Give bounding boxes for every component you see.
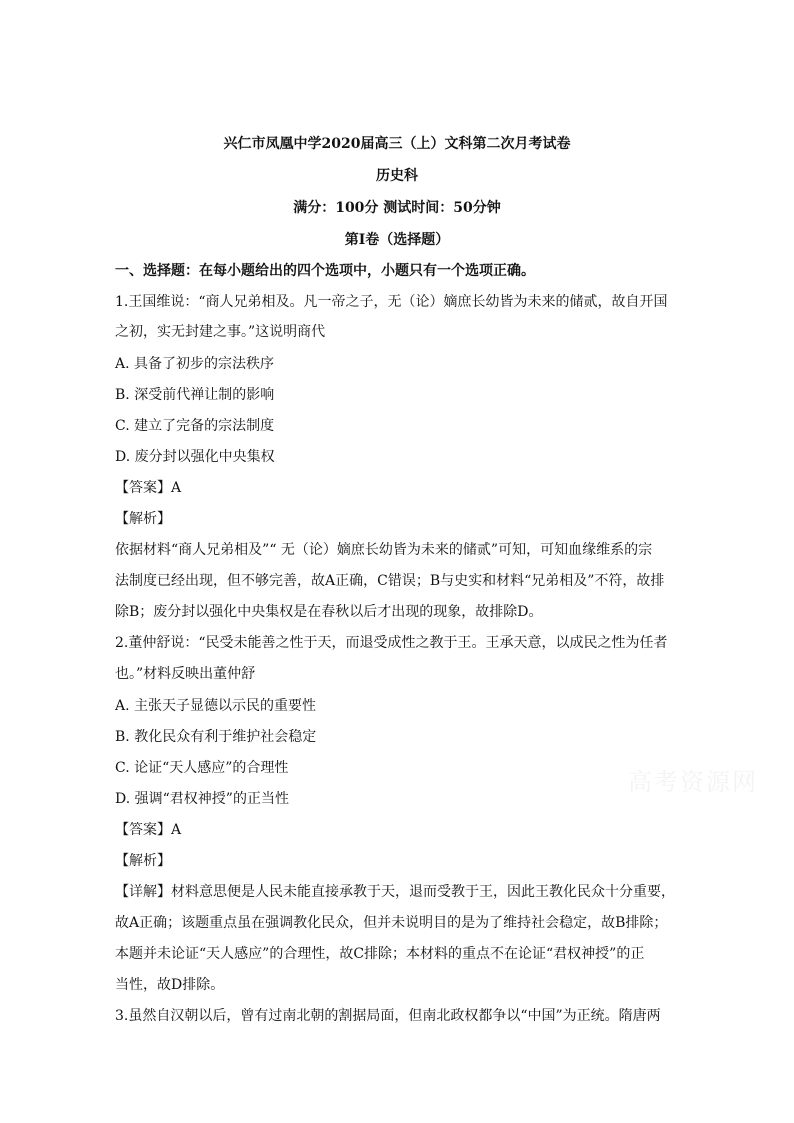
watermark: 高考资源网	[628, 768, 758, 796]
q1-stem-line1: 1.王国维说：“商人兄弟相及。凡一帝之子，无（论）嫡庶长幼皆为未来的储贰，故自开国	[115, 294, 668, 310]
q1-answer: 【答案】A	[115, 480, 182, 496]
q1-stem-line2: 之初，实无封建之事。”这说明商代	[115, 324, 326, 340]
q1-explanation-line3: 除B；废分封以强化中央集权是在春秋以后才出现的现象，故排除D。	[115, 604, 543, 620]
q1-explanation-line2: 法制度已经出现，但不够完善，故A正确，C错误；B与史实和材料“兄弟相及”不符，故排	[115, 573, 665, 589]
q2-analysis-label: 【解析】	[115, 853, 171, 869]
section-heading: 第Ⅰ卷（选择题）	[344, 232, 450, 248]
q2-stem-line2: 也。”材料反映出董仲舒	[115, 666, 256, 682]
instructions: 一、选择题：在每小题给出的四个选项中，小题只有一个选项正确。	[115, 263, 535, 279]
q2-option-d: D. 强调“君权神授”的正当性	[115, 791, 289, 807]
q2-explanation-line2: 故A正确；该题重点虽在强调教化民众，但并未说明目的是为了维持社会稳定，故B排除；	[115, 915, 668, 931]
q1-analysis-label: 【解析】	[115, 511, 171, 527]
subject-heading: 历史科	[376, 168, 418, 184]
q3-stem-line1: 3.虽然自汉朝以后，曾有过南北朝的割据局面，但南北政权都争以“中国”为正统。隋唐两	[115, 1008, 661, 1024]
q1-option-c: C. 建立了完备的宗法制度	[115, 418, 275, 434]
q1-option-d: D. 废分封以强化中央集权	[115, 449, 275, 465]
q2-stem-line1: 2.董仲舒说：“民受未能善之性于天，而退受成性之教于王。王承天意，以成民之性为任者	[115, 635, 668, 651]
exam-title: 兴仁市凤凰中学2020届高三（上）文科第二次月考试卷	[223, 136, 571, 152]
q2-answer: 【答案】A	[115, 822, 182, 838]
q2-explanation-line3: 本题并未论证“天人感应”的合理性，故C排除；本材料的重点不在论证“君权神授”的正	[115, 946, 645, 962]
q2-option-b: B. 教化民众有利于维护社会稳定	[115, 729, 317, 745]
q2-option-c: C. 论证“天人感应”的合理性	[115, 760, 289, 776]
q2-explanation-line4: 当性，故D排除。	[115, 977, 225, 993]
q1-option-a: A. 具备了初步的宗法秩序	[115, 356, 275, 372]
q1-explanation-line1: 依据材料“商人兄弟相及”“ 无（论）嫡庶长幼皆为未来的储贰”可知，可知血缘维系的宗	[115, 542, 653, 558]
exam-meta: 满分：100分 测试时间：50分钟	[293, 200, 501, 216]
q2-explanation-line1: 【详解】材料意思便是人民未能直接承教于天，退而受教于王，因此王教化民众十分重要，	[115, 884, 675, 900]
q2-option-a: A. 主张天子显德以示民的重要性	[115, 698, 317, 714]
q1-option-b: B. 深受前代禅让制的影响	[115, 387, 275, 403]
